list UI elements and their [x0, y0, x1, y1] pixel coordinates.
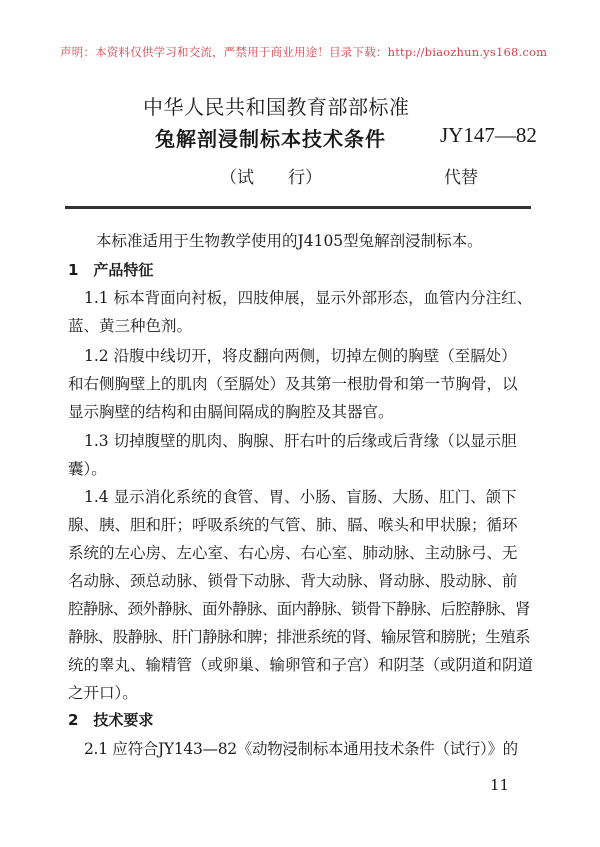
para-2-1-line: 2.1 应符合JY143—82《动物浸制标本通用技术条件（试行）》的 [84, 740, 518, 758]
section-2-heading: 2 技术要求 [68, 711, 154, 729]
document-title: 兔解剖浸制标本技术条件 [155, 127, 386, 151]
para-1-1-line: 1.1 标本背面向衬板，四肢伸展，显示外部形态，血管内分注红、 [84, 289, 533, 307]
para-1-4-line: 之开口）。 [68, 684, 138, 702]
header-rule [65, 206, 531, 209]
para-1-4-line: 静脉、股静脉、肝门静脉和脾；排泄系统的肾、输尿管和膀胱；生殖系 [68, 628, 530, 646]
issuer-heading: 中华人民共和国教育部部标准 [143, 95, 410, 119]
para-1-2-line: 和右侧胸壁上的肌肉（至膈处）及其第一根肋骨和第一节胸骨，以 [68, 375, 518, 393]
para-1-2-line: 1.2 沿腹中线切开，将皮翻向两侧，切掉左侧的胸壁（至膈处） [84, 347, 517, 365]
para-1-4-line: 统的睾丸、输精管（或卵巢、输卵管和子宫）和阴茎（或阴道和阴道 [68, 656, 534, 674]
standard-code: JY147—82 [440, 123, 537, 147]
replaces-label: 代替 [444, 168, 478, 188]
page-number: 11 [490, 776, 510, 794]
para-1-3-line: 1.3 切掉腹壁的肌肉、胸腺、肝右叶的后缘或后背缘（以显示胆 [84, 432, 517, 450]
para-1-4-line: 1.4 显示消化系统的食管、胃、小肠、盲肠、大肠、肛门、颌下 [84, 488, 517, 506]
watermark-notice: 声明：本资料仅供学习和交流，严禁用于商业用途！目录下载：http://biaozhun.ys168.com [60, 45, 548, 59]
para-1-4-line: 名动脉、颈总动脉、锁骨下动脉、背大动脉、肾动脉、股动脉、前 [68, 572, 518, 590]
para-1-4-line: 系统的左心房、左心室、右心房、右心室、肺动脉、主动脉弓、无 [68, 544, 518, 562]
para-1-3-line: 囊）。 [68, 460, 107, 478]
section-1-heading: 1 产品特征 [68, 261, 154, 279]
intro-paragraph: 本标准适用于生物教学使用的J4105型兔解剖浸制标本。 [96, 232, 483, 250]
trial-label: （试 行） [220, 168, 322, 188]
para-1-1-line: 蓝、黄三种色剂。 [68, 317, 193, 335]
para-1-4-line: 腔静脉、颈外静脉、面外静脉、面内静脉、锁骨下静脉、后腔静脉、肾 [68, 600, 530, 618]
para-1-2-line: 显示胸壁的结构和由膈间隔成的胸腔及其器官。 [68, 403, 394, 421]
para-1-4-line: 腺、胰、胆和肝；呼吸系统的气管、肺、膈、喉头和甲状腺；循环 [68, 516, 518, 534]
